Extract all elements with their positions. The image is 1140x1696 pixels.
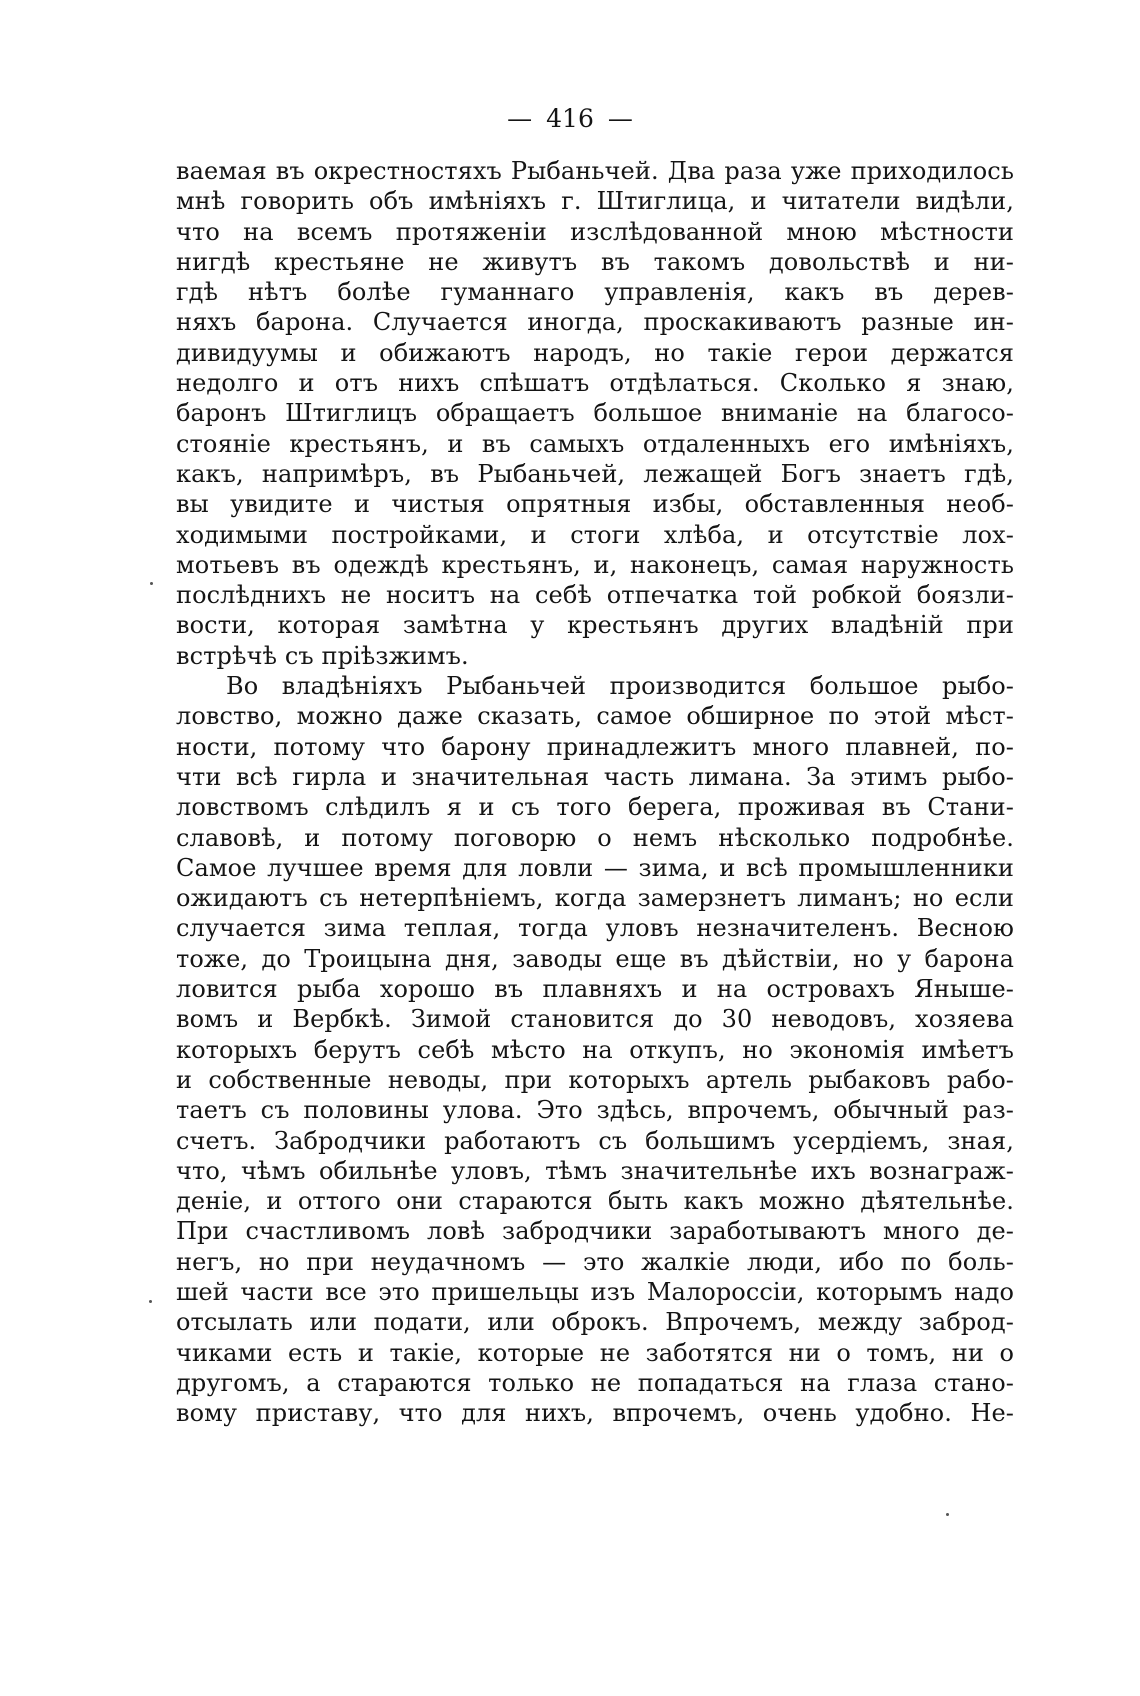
text-line: ожидаютъ съ нетерпѣніемъ, когда замерзнетъ лиманъ; но если <box>176 884 1014 913</box>
text-line: нигдѣ крестьяне не живутъ въ такомъ довольствѣ и ни- <box>176 247 1014 276</box>
text-line: таетъ съ половины улова. Это здѣсь, впрочемъ, обычный раз- <box>176 1096 1014 1125</box>
text-line: баронъ Штиглицъ обращаетъ большое вниманіе на благосо- <box>176 399 1014 428</box>
text-line: стояніе крестьянъ, и въ самыхъ отдаленныхъ его имѣніяхъ, <box>176 429 1014 458</box>
scan-speck <box>150 582 153 585</box>
page-number-dash-left: — <box>507 104 533 133</box>
text-line: чиками есть и такіе, которые не заботятся ни о томъ, ни о <box>176 1338 1014 1367</box>
text-line: ходимыми постройками, и стоги хлѣба, и отсутствіе лох- <box>176 520 1014 549</box>
scan-speck <box>149 1300 152 1303</box>
text-line: дивидуумы и обижаютъ народъ, но такіе герои держатся <box>176 338 1014 367</box>
body-text <box>176 156 1014 1428</box>
text-line: отсылать или подати, или оброкъ. Впрочемъ, между заброд- <box>176 1308 1014 1337</box>
text-line: счетъ. Забродчики работаютъ съ большимъ усердіемъ, зная, <box>176 1126 1014 1155</box>
text-line: какъ, напримѣръ, въ Рыбаньчей, лежащей Богъ знаетъ гдѣ, <box>176 459 1014 488</box>
scan-speck <box>946 1513 949 1516</box>
text-line: вости, которая замѣтна у крестьянъ других владѣній при <box>176 611 1014 640</box>
text-line: мотьевъ въ одеждѣ крестьянъ, и, наконецъ, самая наружность <box>176 550 1014 579</box>
text-line: случается зима теплая, тогда уловъ незначителенъ. Весною <box>176 914 1014 943</box>
paragraph-2 <box>176 671 1014 1428</box>
text-line: другомъ, а стараются только не попадаться на глаза стано- <box>176 1368 1014 1397</box>
page-number-dash-right: — <box>607 104 633 133</box>
text-line: чти всѣ гирла и значительная часть лимана. За этимъ рыбо- <box>176 762 1014 791</box>
text-line: гдѣ нѣтъ болѣе гуманнаго управленія, какъ въ дерев- <box>176 278 1014 307</box>
text-line: Во владѣніяхъ Рыбаньчей производится большое рыбо- <box>226 672 1014 701</box>
paragraph-1 <box>176 156 1014 671</box>
page-number <box>0 104 1140 134</box>
text-line: вы увидите и чистыя опрятныя избы, обставленныя необ- <box>176 490 1014 519</box>
text-line: встрѣчѣ съ пріѣзжимъ. <box>176 641 469 670</box>
text-line: и собственные неводы, при которыхъ артель рыбаковъ рабо- <box>176 1065 1014 1094</box>
text-line: вомъ и Вербкѣ. Зимой становится до 30 неводовъ, хозяева <box>176 1005 1014 1034</box>
text-line: что, чѣмъ обильнѣе уловъ, тѣмъ значительнѣе ихъ вознаграж- <box>176 1156 1014 1185</box>
text-line: ловство, можно даже сказать, самое обширное по этой мѣст- <box>176 702 1014 731</box>
text-line: славовѣ, и потому поговорю о немъ нѣсколько подробнѣе. <box>176 823 1014 852</box>
text-line: недолго и отъ нихъ спѣшатъ отдѣлаться. Сколько я знаю, <box>176 369 1014 398</box>
text-line: деніе, и оттого они стараются быть какъ можно дѣятельнѣе. <box>176 1187 1014 1216</box>
page-number-value: 416 <box>546 104 594 133</box>
text-line: что на всемъ протяженіи изслѣдованной мною мѣстности <box>176 217 1014 246</box>
text-line: ности, потому что барону принадлежитъ много плавней, по- <box>176 732 1014 761</box>
text-line: ваемая въ окрестностяхъ Рыбаньчей. Два раза уже приходилось <box>176 157 1014 185</box>
text-line: ловится рыба хорошо въ плавняхъ и на островахъ Янышe- <box>176 975 1014 1004</box>
text-line: шей части все это пришельцы изъ Малороссіи, которымъ надо <box>176 1277 1014 1306</box>
text-line: тоже, до Троицына дня, заводы еще въ дѣйствіи, но у барона <box>176 944 1014 973</box>
text-line: ловствомъ слѣдилъ я и съ того берега, проживая въ Стани- <box>176 793 1014 822</box>
text-line: мнѣ говорить объ имѣніяхъ г. Штиглица, и читатели видѣли, <box>176 187 1014 216</box>
text-line: которыхъ берутъ себѣ мѣсто на откупъ, но экономія имѣетъ <box>176 1035 1014 1064</box>
text-line: Самое лучшее время для ловли — зима, и всѣ промышленники <box>176 853 1014 882</box>
text-line: няхъ барона. Случается иногда, проскакиваютъ разные ин- <box>176 308 1014 337</box>
text-line: послѣднихъ не носитъ на себѣ отпечатка той робкой боязли- <box>176 581 1014 610</box>
text-line: негъ, но при неудачномъ — это жалкіе люди, ибо по боль- <box>176 1247 1014 1276</box>
text-line: вому приставу, что для нихъ, впрочемъ, очень удобно. Не- <box>176 1399 1014 1428</box>
text-line: При счастливомъ ловѣ забродчики заработываютъ много де- <box>176 1217 1014 1246</box>
